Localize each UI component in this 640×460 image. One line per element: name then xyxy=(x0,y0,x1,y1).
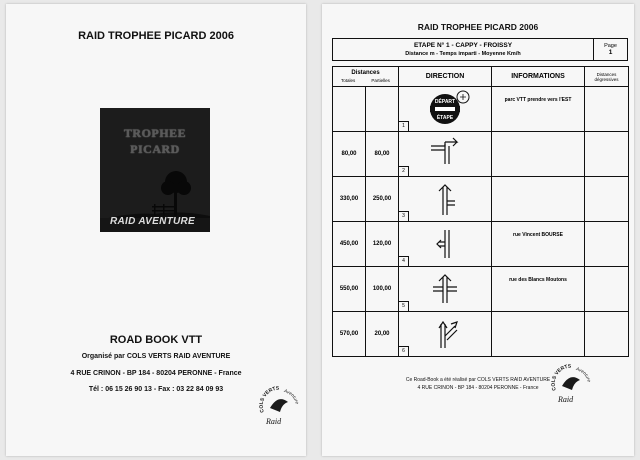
direction-header: DIRECTION xyxy=(399,67,492,87)
cols-verts-logo-footer xyxy=(548,360,592,406)
cover-image xyxy=(100,108,210,232)
address-line: 4 RUE CRINON - BP 184 - 80204 PERONNE - France xyxy=(70,370,242,377)
tree-silhouette-icon xyxy=(100,108,210,232)
stage-info xyxy=(333,39,594,61)
row-number: 2 xyxy=(399,166,409,176)
direction-cell xyxy=(399,87,492,132)
direction-cell xyxy=(399,267,492,312)
depart-label: DÉPART xyxy=(434,99,456,105)
logo-word: Raid xyxy=(266,417,282,426)
logo-footer-arc1: COLS VERTS xyxy=(550,363,572,392)
partial-distance: 120,00 xyxy=(366,222,399,267)
table-row xyxy=(333,177,629,222)
logo-footer-word: Raid xyxy=(558,395,574,404)
totales-label: Totales xyxy=(341,78,356,83)
roadbook-table xyxy=(332,66,629,357)
page-label: Page xyxy=(604,43,617,49)
table-row xyxy=(333,87,629,132)
partial-distance: 20,00 xyxy=(366,312,399,357)
degressives-header: Distances dégressives xyxy=(585,67,629,87)
cover-banner: RAID AVENTURE xyxy=(110,216,196,227)
info-cell xyxy=(492,177,585,222)
distances-header xyxy=(333,67,399,87)
cross-direction-icon xyxy=(405,269,485,309)
footer-line1: Ce Road-Book a été réalisé par COLS VERTS RAID AVENTURE xyxy=(405,377,551,383)
total-distance: 80,00 xyxy=(333,132,366,177)
table-row xyxy=(333,222,629,267)
info-cell: rue Vincent BOURSE xyxy=(492,222,585,267)
footer-line2: 4 RUE CRINON - BP 184 - 80204 PERONNE - France xyxy=(417,385,539,391)
page-number: 1 xyxy=(608,49,613,56)
distances-label: Distances xyxy=(351,70,380,76)
info-cell: rue des Blancs Moutons xyxy=(492,267,585,312)
direction-cell xyxy=(399,177,492,222)
info-cell: parc VTT prendre vers l'EST xyxy=(492,87,585,132)
total-distance xyxy=(333,87,366,132)
partial-distance xyxy=(366,87,399,132)
stage-name: ETAPE N° 1 - CAPPY - FROISSY xyxy=(413,42,513,49)
total-distance: 450,00 xyxy=(333,222,366,267)
etape-label: ÉTAPE xyxy=(436,115,454,121)
partielles-label: Partielles xyxy=(371,78,390,83)
total-distance: 330,00 xyxy=(333,177,366,222)
row-number: 4 xyxy=(399,256,409,266)
degressive-cell xyxy=(585,177,629,222)
row-number: 1 xyxy=(399,121,409,131)
contact-line: Tél : 06 15 26 90 13 - Fax : 03 22 84 09 93 xyxy=(88,386,224,393)
total-distance: 550,00 xyxy=(333,267,366,312)
cols-verts-logo xyxy=(256,382,300,428)
straight-direction-icon xyxy=(405,179,485,219)
table-row xyxy=(333,312,629,357)
stage-header xyxy=(332,38,628,61)
organiser-line: Organisé par COLS VERTS RAID AVENTURE xyxy=(81,353,231,360)
left-direction-icon xyxy=(405,224,485,264)
partial-distance: 100,00 xyxy=(366,267,399,312)
start-direction-icon xyxy=(405,89,485,129)
roadbook-title: RAID TROPHEE PICARD 2006 xyxy=(417,22,539,32)
table-row xyxy=(333,267,629,312)
info-cell xyxy=(492,132,585,177)
informations-header: INFORMATIONS xyxy=(492,67,585,87)
right-direction-icon xyxy=(405,134,485,174)
degressive-cell xyxy=(585,312,629,357)
partial-distance: 80,00 xyxy=(366,132,399,177)
total-distance: 570,00 xyxy=(333,312,366,357)
direction-cell xyxy=(399,222,492,267)
stage-sub: Distance m - Temps imparti - Moyenne Km/h xyxy=(405,51,521,57)
table-row xyxy=(333,132,629,177)
cover-image-line1: TROPHEE xyxy=(123,126,187,140)
logo-footer-arc2: Aventure xyxy=(575,366,592,383)
degressive-cell xyxy=(585,222,629,267)
cover-image-line2: PICARD xyxy=(130,142,180,156)
degressive-cell xyxy=(585,87,629,132)
degressive-cell xyxy=(585,132,629,177)
logo-arc2: Aventure xyxy=(283,388,300,405)
direction-cell xyxy=(399,312,492,357)
cover-page xyxy=(6,4,306,456)
fork-direction-icon xyxy=(405,314,485,354)
row-number: 6 xyxy=(399,346,409,356)
row-number: 3 xyxy=(399,211,409,221)
direction-cell xyxy=(399,132,492,177)
roadbook-page xyxy=(322,4,634,456)
logo-arc1: COLS VERTS xyxy=(258,385,280,414)
row-number: 5 xyxy=(399,301,409,311)
info-cell xyxy=(492,312,585,357)
page-cell xyxy=(594,39,628,61)
cover-title: RAID TROPHEE PICARD 2006 xyxy=(78,30,234,42)
partial-distance: 250,00 xyxy=(366,177,399,222)
road-book-heading: ROAD BOOK VTT xyxy=(109,334,203,346)
degressive-cell xyxy=(585,267,629,312)
